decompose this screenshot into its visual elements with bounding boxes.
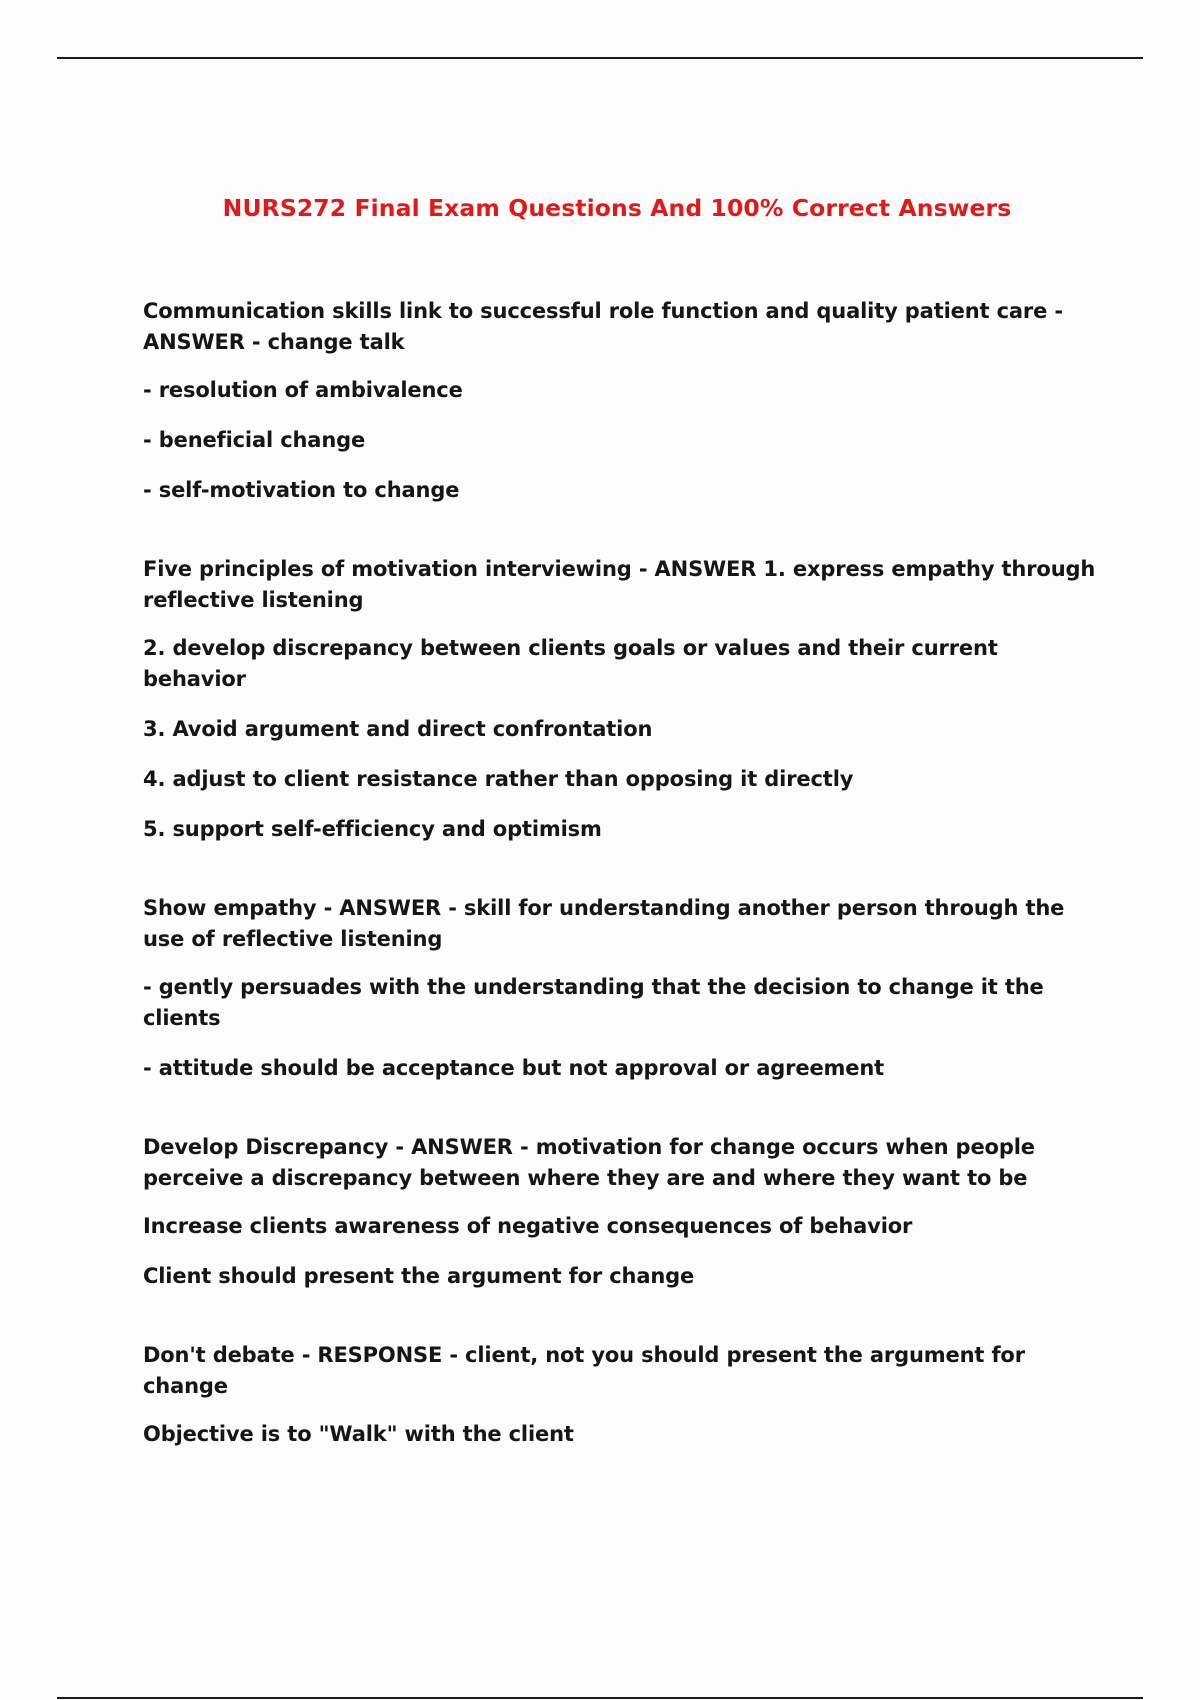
qa-entry	[143, 893, 1103, 1084]
answer-line: - self-motivation to change	[143, 478, 460, 502]
document-title: NURS272 Final Exam Questions And 100% Correct Answers	[222, 194, 1012, 222]
answer-line: - beneficial change	[143, 428, 366, 452]
answer-line: - attitude should be acceptance but not approval or agreement	[143, 1056, 885, 1080]
qa-entry	[143, 554, 1103, 845]
footer-rule	[57, 1697, 1143, 1699]
qa-entry	[143, 296, 1103, 506]
question-line: Five principles of motivation interviewing - ANSWER 1. express empathy through reflective listening	[143, 557, 1096, 612]
qa-entry	[143, 1132, 1103, 1292]
answer-line: 3. Avoid argument and direct confrontation	[143, 717, 653, 741]
question-line: Show empathy - ANSWER - skill for understanding another person through the use of reflective listening	[143, 896, 1065, 951]
answer-line: Objective is to "Walk" with the client	[143, 1422, 574, 1446]
question-line: Communication skills link to successful role function and quality patient care - ANSWER - change talk	[143, 299, 1063, 354]
answer-line: - resolution of ambivalence	[143, 378, 463, 402]
question-line: Develop Discrepancy - ANSWER - motivation for change occurs when people perceive a discrepancy between where they are and where they want to be	[143, 1135, 1035, 1190]
question-line: Don't debate - RESPONSE - client, not you should present the argument for change	[143, 1343, 1025, 1398]
answer-line: 2. develop discrepancy between clients goals or values and their current behavior	[143, 636, 998, 691]
answer-line: Client should present the argument for change	[143, 1264, 695, 1288]
answer-line: 4. adjust to client resistance rather than opposing it directly	[143, 767, 854, 791]
document-body	[143, 296, 1103, 1498]
header-rule	[57, 57, 1143, 59]
qa-entry	[143, 1340, 1103, 1450]
answer-line: 5. support self-efficiency and optimism	[143, 817, 602, 841]
answer-line: Increase clients awareness of negative consequences of behavior	[143, 1214, 913, 1238]
answer-line: - gently persuades with the understanding that the decision to change it the clients	[143, 975, 1044, 1030]
